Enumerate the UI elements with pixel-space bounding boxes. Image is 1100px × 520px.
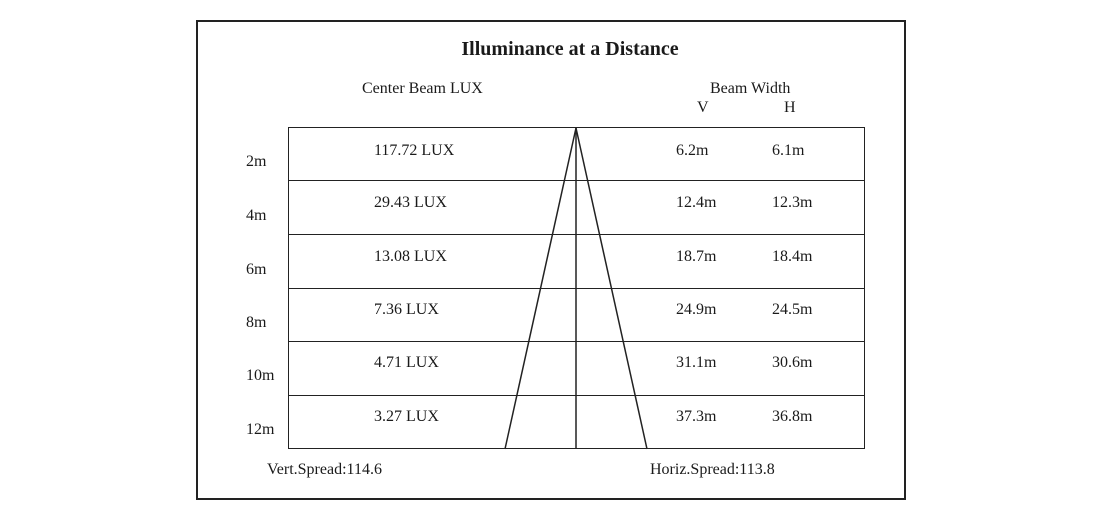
lux-value: 13.08 LUX	[374, 248, 447, 265]
row-divider	[288, 234, 865, 235]
beam-width-v-header: V	[697, 99, 709, 116]
distance-label: 12m	[246, 421, 275, 438]
row-divider	[288, 395, 865, 396]
vertical-spread-label: Vert.Spread:114.6	[267, 461, 382, 478]
distance-label: 4m	[246, 207, 267, 224]
distance-label: 6m	[246, 261, 267, 278]
lux-value: 117.72 LUX	[374, 142, 455, 159]
beam-width-h-value: 18.4m	[772, 248, 813, 265]
beam-width-v-value: 24.9m	[676, 301, 717, 318]
row-divider	[288, 288, 865, 289]
lux-value: 4.71 LUX	[374, 354, 439, 371]
beam-width-h-value: 24.5m	[772, 301, 813, 318]
row-divider	[288, 180, 865, 181]
beam-width-h-value: 6.1m	[772, 142, 805, 159]
distance-label: 10m	[246, 367, 275, 384]
beam-width-h-value: 36.8m	[772, 408, 813, 425]
beam-width-v-value: 37.3m	[676, 408, 717, 425]
beam-width-header: Beam Width	[710, 80, 791, 97]
beam-width-h-value: 12.3m	[772, 194, 813, 211]
lux-value: 3.27 LUX	[374, 408, 439, 425]
lux-value: 29.43 LUX	[374, 194, 447, 211]
beam-width-v-value: 12.4m	[676, 194, 717, 211]
beam-width-v-value: 6.2m	[676, 142, 709, 159]
beam-width-v-value: 18.7m	[676, 248, 717, 265]
beam-width-h-header: H	[784, 99, 796, 116]
row-divider	[288, 341, 865, 342]
beam-width-v-value: 31.1m	[676, 354, 717, 371]
distance-label: 2m	[246, 153, 267, 170]
distance-label: 8m	[246, 314, 267, 331]
diagram-title: Illuminance at a Distance	[461, 38, 679, 60]
beam-width-h-value: 30.6m	[772, 354, 813, 371]
horizontal-spread-label: Horiz.Spread:113.8	[650, 461, 775, 478]
lux-value: 7.36 LUX	[374, 301, 439, 318]
center-beam-header: Center Beam LUX	[362, 80, 483, 97]
